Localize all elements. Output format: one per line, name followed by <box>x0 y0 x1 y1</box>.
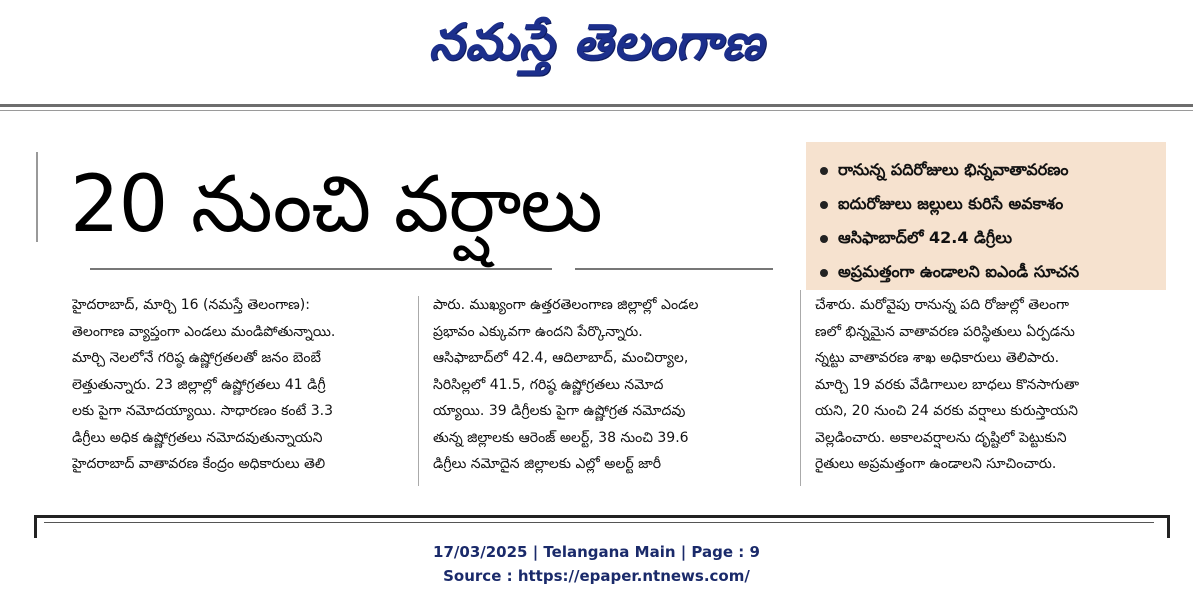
column-line: హైదరాబాద్, మార్చి 16 (నమస్తే తెలంగాణ): <box>72 297 310 313</box>
highlight-item <box>820 222 1166 256</box>
next-article-rule <box>44 522 1154 523</box>
masthead-divider-thin <box>0 110 1193 111</box>
column-line: పారు. ముఖ్యంగా ఉత్తరతెలంగాణ జిల్లాల్లో ఎండల <box>433 297 699 313</box>
column-line: డిగ్రీలు అధిక ఉష్ణోగ్రతలు నమోదవుతున్నాయని <box>72 429 323 446</box>
highlight-text: రానున్న పదిరోజులు భిన్నవాతావరణం <box>838 159 1069 179</box>
newspaper-logo: నమస్తే తెలంగాణ <box>428 12 765 71</box>
column-divider <box>418 296 419 486</box>
column-line: యని, 20 నుంచి 24 వరకు వర్షాలు కురుస్తాయని <box>815 403 1078 419</box>
column-line: మార్చి నెలలోనే గరిష్ఠ ఉష్ణోగ్రతలతో జనం బెంబే <box>72 350 322 366</box>
headline-underline <box>90 268 552 270</box>
highlight-item <box>820 154 1166 188</box>
bullet-icon <box>820 235 828 243</box>
column-line: రైతులు అప్రమత్తంగా ఉండాలని సూచించారు. <box>815 456 1057 472</box>
column-line: ణలో భిన్నమైన వాతావరణ పరిస్థితులు ఏర్పడను <box>815 323 1075 340</box>
source-link[interactable]: Source : https://epaper.ntnews.com/ <box>443 567 750 585</box>
highlight-text: అప్రమత్తంగా ఉండాలని ఐఎండీ సూచన <box>838 261 1080 281</box>
edition-info: 17/03/2025 | Telangana Main | Page : 9 <box>433 543 760 561</box>
column-line: మార్చి 19 వరకు వేడిగాలుల బాధలు కొనసాగుతా <box>815 376 1080 393</box>
highlight-text: ఆసిఫాబాద్‌లో 42.4 డిగ్రీలు <box>838 227 1013 247</box>
bullet-icon <box>820 269 828 277</box>
article-column-3 <box>815 292 1160 478</box>
column-line: లెత్తుతున్నారు. 23 జిల్లాల్లో ఉష్ణోగ్రతలు 41 డిగ్రీ <box>72 376 326 393</box>
column-line: వెల్లడించారు. అకాలవర్షాలను దృష్టిలో పెట్టుకుని <box>815 429 1067 446</box>
column-line: ఆసిఫాబాద్‌లో 42.4, ఆదిలాబాద్, మంచిర్యాల, <box>433 350 689 366</box>
masthead-divider <box>0 104 1193 107</box>
left-margin-bar <box>36 152 38 242</box>
highlights-box <box>806 142 1166 290</box>
column-line: డిగ్రీలు నమోదైన జిల్లాలకు ఎల్లో అలర్ట్ జారీ <box>433 456 662 472</box>
article-column-1 <box>72 292 417 478</box>
headline-underline-right <box>575 268 773 270</box>
column-divider <box>800 290 801 486</box>
column-line: తున్న జిల్లాలకు ఆరెంజ్ అలర్ట్, 38 నుంచి 39.6 <box>433 429 689 446</box>
column-line: య్యాయి. 39 డిగ్రీలకు పైగా ఉష్ణోగ్రత నమోదవు <box>433 403 686 419</box>
column-line: హైదరాబాద్ వాతావరణ కేంద్రం అధికారులు తెలి <box>72 456 326 472</box>
highlight-item <box>820 188 1166 222</box>
masthead <box>0 0 1193 96</box>
next-article-frame <box>34 515 1170 538</box>
highlight-text: ఐదురోజులు జల్లులు కురిసే అవకాశం <box>838 193 1064 213</box>
column-line: తెలంగాణ వ్యాప్తంగా ఎండలు మండిపోతున్నాయి. <box>72 323 336 340</box>
highlight-item <box>820 256 1166 290</box>
column-line: న్నట్టు వాతావరణ శాఖ అధికారులు తెలిపారు. <box>815 350 1060 366</box>
column-line: చేశారు. మరోవైపు రానున్న పది రోజుల్లో తెలంగా <box>815 297 1070 313</box>
column-line: లకు పైగా నమోదయ్యాయి. సాధారణం కంటే 3.3 <box>72 403 333 419</box>
column-line: సిరిసిల్లలో 41.5, గరిష్ఠ ఉష్ణోగ్రతలు నమోద <box>433 376 664 393</box>
article-column-2 <box>433 292 778 478</box>
article-headline: 20 నుంచి వర్షాలు <box>70 160 602 250</box>
bullet-icon <box>820 167 828 175</box>
bullet-icon <box>820 201 828 209</box>
source-footer <box>0 540 1193 588</box>
column-line: ప్రభావం ఎక్కువగా ఉందని పేర్కొన్నారు. <box>433 323 643 340</box>
